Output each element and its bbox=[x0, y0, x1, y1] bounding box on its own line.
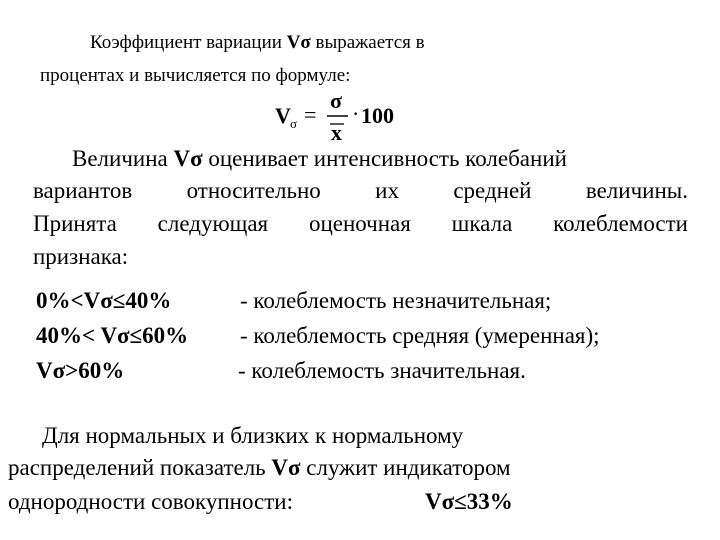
word: колеблемости bbox=[553, 211, 688, 236]
conclusion-symbol: Vσ bbox=[271, 455, 301, 480]
paragraph-line-3 bbox=[33, 208, 688, 240]
formula-numerator: σ bbox=[330, 88, 342, 113]
conclusion-threshold: Vσ≤33% bbox=[425, 489, 513, 514]
formula-factor: 100 bbox=[361, 103, 394, 128]
formula-times: · bbox=[352, 101, 360, 126]
scale-description-medium: - колеблемость средняя (умеренная); bbox=[240, 323, 600, 348]
scale-description-high: - колеблемость значительная. bbox=[238, 358, 526, 383]
formula-denominator: x bbox=[331, 120, 342, 145]
paragraph-line-4: признака: bbox=[33, 244, 129, 269]
formula-equals: = bbox=[304, 102, 317, 127]
word: их bbox=[375, 178, 399, 203]
word: средней bbox=[453, 178, 532, 203]
word: следующая bbox=[157, 211, 269, 236]
word: оценочная bbox=[308, 211, 411, 236]
intro-text-before: Коэффициент вариации bbox=[90, 32, 287, 53]
word: Принята bbox=[33, 211, 117, 236]
formula-lhs-subscript: σ bbox=[290, 116, 298, 131]
intro-text-after: выражается в bbox=[310, 32, 425, 53]
scale-condition-low: 0%<Vσ≤40% bbox=[36, 288, 172, 313]
word: вариантов bbox=[33, 178, 133, 203]
paragraph-line-1 bbox=[72, 143, 567, 175]
formula-lhs: V bbox=[275, 103, 291, 128]
paragraph-symbol: Vσ bbox=[173, 146, 203, 171]
scale-condition-medium: 40%< Vσ≤60% bbox=[36, 323, 189, 348]
paragraph-text-after: оценивает интенсивность колебаний bbox=[202, 146, 567, 171]
paragraph-text-before: Величина bbox=[72, 146, 174, 171]
paragraph-line-2 bbox=[33, 175, 688, 207]
conclusion-text-before: распределений показатель bbox=[8, 455, 272, 480]
scale-description-low: - колеблемость незначительная; bbox=[240, 288, 552, 313]
conclusion-line-3: однородности совокупности: bbox=[8, 489, 293, 514]
intro-line-2: процентах и вычисляется по формуле: bbox=[40, 65, 351, 86]
word: относительно bbox=[186, 178, 321, 203]
conclusion-line-1: Для нормальных и близких к нормальному bbox=[42, 423, 464, 448]
intro-symbol: Vσ bbox=[286, 32, 311, 53]
scale-condition-high: Vσ>60% bbox=[36, 358, 125, 383]
word: величины. bbox=[585, 178, 688, 203]
conclusion-text-after: служит индикатором bbox=[300, 455, 511, 480]
word: шкала bbox=[451, 211, 513, 236]
conclusion-line-2 bbox=[8, 452, 511, 484]
variation-formula bbox=[0, 0, 720, 150]
